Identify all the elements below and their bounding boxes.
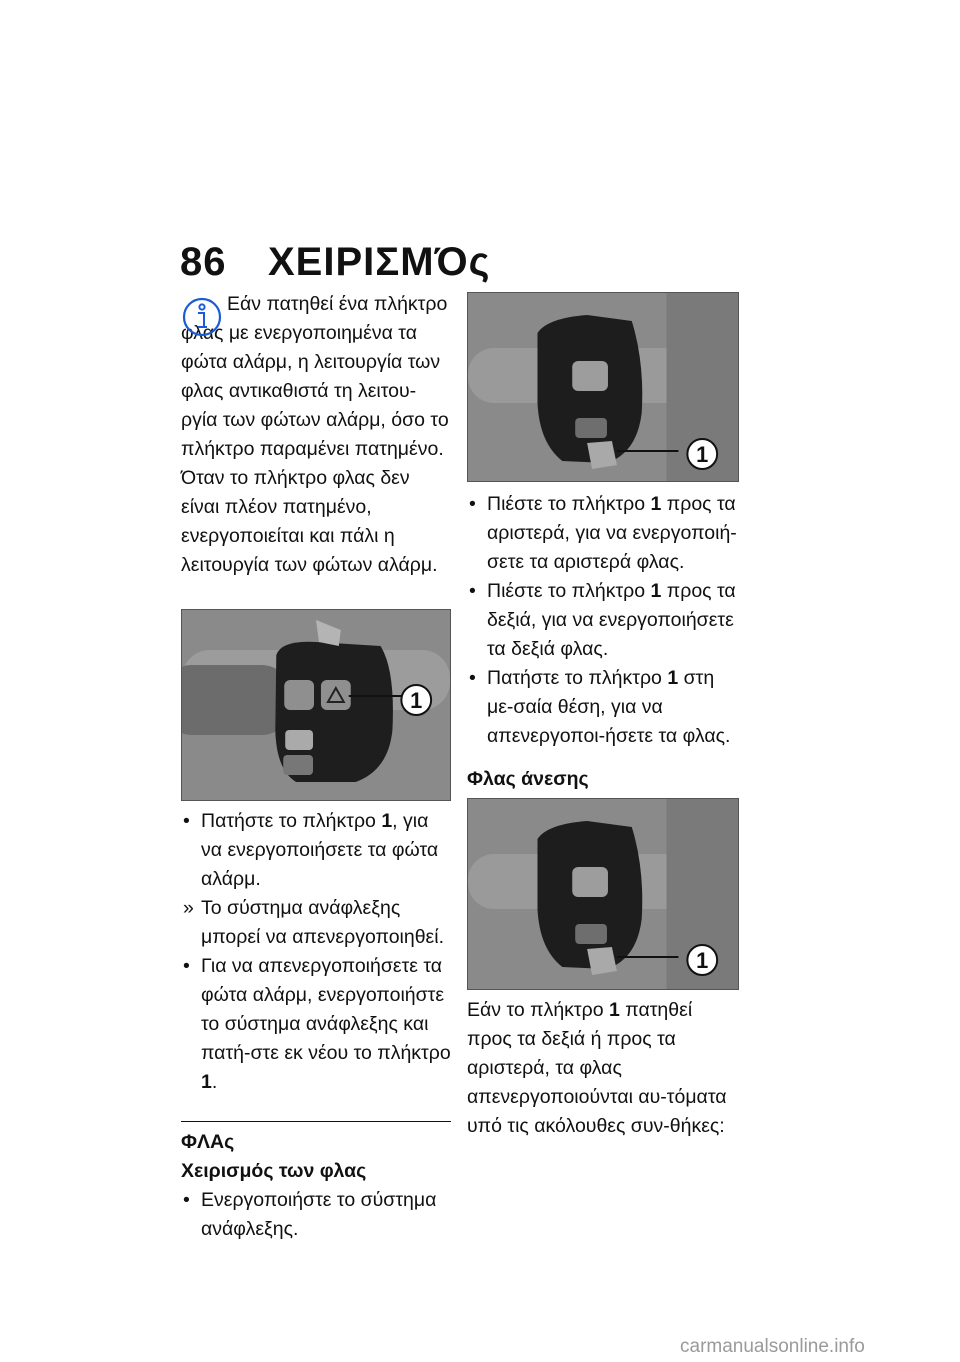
info-note-text-2: Όταν το πλήκτρο φλας δεν είναι πλέον πατημένο, ενεργοποιείται και πάλι η λειτουργία των φώτων αλάρμ. bbox=[181, 467, 438, 576]
figure-callout-label: 1 bbox=[410, 687, 423, 714]
subsection-title: Χειρισμός των φλας bbox=[181, 1160, 367, 1182]
list-item: • Για να απενεργοποιήσετε τα φώτα αλάρμ, ενεργοποιήστε το σύστημα ανάφλεξης και πατή-στε εκ νέου το πλήκτρο 1. bbox=[181, 952, 451, 1097]
info-icon bbox=[181, 294, 223, 340]
list-item: • Πιέστε το πλήκτρο 1 προς τα δεξιά, για να ενεργοποιήσετε τα δεξιά φλας. bbox=[467, 577, 739, 664]
left-column bbox=[181, 290, 451, 1244]
chapter-title: ΧΕΙΡΙΣΜΌς bbox=[268, 240, 491, 284]
figure-indicator-switch bbox=[467, 292, 739, 482]
right-column bbox=[467, 290, 739, 1141]
indicator-steps-right bbox=[467, 490, 739, 751]
list-item: • Πιέστε το πλήκτρο 1 προς τα αριστερά, για να ενεργοποιή-σετε τα αριστερά φλας. bbox=[467, 490, 739, 577]
indicator-steps bbox=[181, 1186, 451, 1244]
section-title: ΦΛΑς bbox=[181, 1131, 235, 1153]
hazard-steps bbox=[181, 807, 451, 1097]
comfort-indicator-text: Εάν το πλήκτρο 1 πατηθεί προς τα δεξιά ή προς τα αριστερά, τα φλας απενεργοποιούνται αυ-τόματα υπό τις ακόλουθες συν-θήκες: bbox=[467, 999, 727, 1137]
list-item: • Πατήστε το πλήκτρο 1, για να ενεργοποιήσετε τα φώτα αλάρμ. bbox=[181, 807, 451, 894]
watermark: carmanualsonline.info bbox=[680, 1336, 865, 1357]
info-note bbox=[181, 290, 451, 580]
figure-callout-label: 1 bbox=[696, 947, 709, 974]
list-item: • Ενεργοποιήστε το σύστημα ανάφλεξης. bbox=[181, 1186, 451, 1244]
section-divider bbox=[181, 1121, 451, 1122]
list-item: • Πατήστε το πλήκτρο 1 στη με-σαία θέση, για να απενεργοποι-ήσετε τα φλας. bbox=[467, 664, 739, 751]
figure-comfort-indicator bbox=[467, 798, 739, 990]
list-item: » Το σύστημα ανάφλεξης μπορεί να απενεργοποιηθεί. bbox=[181, 894, 451, 952]
figure-callout-label: 1 bbox=[696, 441, 709, 468]
subsection-title: Φλας άνεσης bbox=[467, 768, 589, 790]
page-header bbox=[180, 240, 490, 285]
page-number: 86 bbox=[180, 240, 227, 284]
figure-hazard-switch bbox=[181, 609, 451, 801]
info-note-text: Εάν πατηθεί ένα πλήκτρο φλας με ενεργοποιημένα τα φώτα αλάρμ, η λειτουργία των φλας αντικαθιστά τη λειτου-ργία των φώτων αλάρμ, όσο το πλήκτρο παραμένει πατημένο. bbox=[181, 293, 449, 460]
